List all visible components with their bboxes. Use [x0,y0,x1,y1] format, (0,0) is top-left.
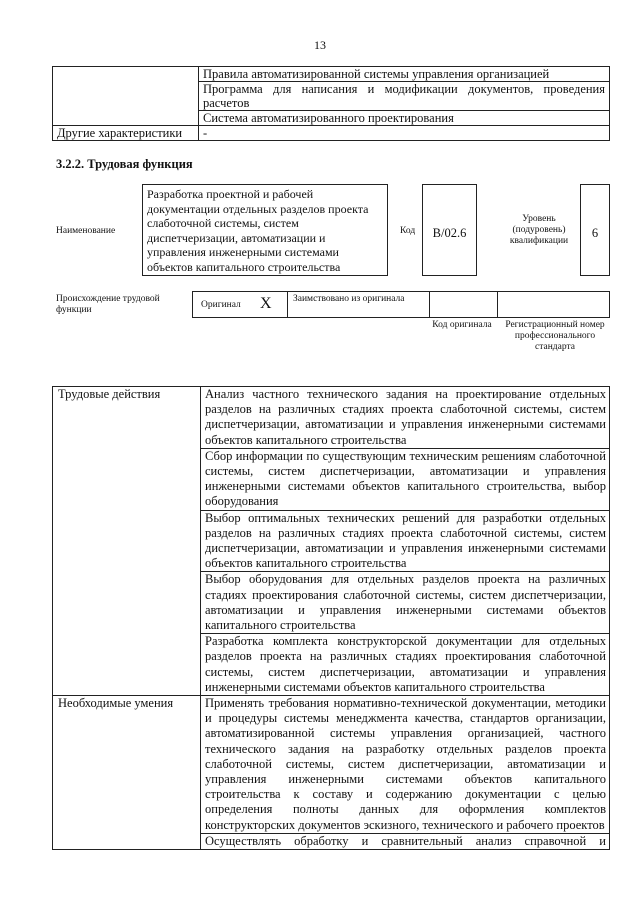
code-value-box: B/02.6 [422,184,477,276]
original-label: Оригинал [201,300,241,310]
table-cell: Правила автоматизированной системы управления организацией [199,67,610,82]
table-cell: Выбор оборудования для отдельных разделов проекта на различных стадиях проектирования слаботочной системы, систем диспетчеризации, автоматизации и управления инженерными системами объектов капитального строительства [201,572,610,634]
table-cell: Программа для написания и модификации документов, проведения расчетов [199,82,610,111]
table-cell: Система автоматизированного проектирования [199,111,610,126]
original-mark: X [260,295,272,312]
level-label: Уровень (подуровень) квалификации [509,214,569,246]
level-value-box: 6 [580,184,610,276]
table-row [53,126,610,141]
cell-divider [429,291,430,318]
table-cell: - [199,126,610,141]
table-cell: Сбор информации по существующим техническим решениям слаботочной системы, систем диспетчеризации, автоматизации и управления инженерными системами объектов капитального строительства, выбор оборудования [201,448,610,510]
code-label: Код [400,226,416,236]
table-label-cell: Другие характеристики [53,126,199,141]
origin-label: Происхождение трудовой функции [56,294,160,315]
table-row [53,67,610,82]
borrowed-label: Заимствовано из оригинала [293,294,405,304]
main-table [52,386,610,850]
table-row [53,387,610,449]
top-table [52,66,610,141]
function-name-box: Разработка проектной и рабочей документации отдельных разделов проекта слаботочной системы, систем диспетчеризации, автоматизации и управления инженерными системами объектов капитального строительства [142,184,388,276]
section-title: 3.2.2. Трудовая функция [56,157,193,171]
code-original-caption: Код оригинала [432,320,492,330]
name-label: Наименование [56,226,116,236]
table-cell: Анализ частного технического задания на проектирование отдельных разделов на различных стадиях проекта слаботочной системы, систем диспетчеризации, автоматизации и управления инженерными системами объектов капитального строительства [201,387,610,449]
cell-divider [497,291,498,318]
registration-caption: Регистрационный номер профессионального стандарта [505,320,605,352]
origin-row [192,291,610,318]
cell-divider [287,291,288,318]
labor-actions-label: Трудовые действия [53,387,201,696]
skills-label: Необходимые умения [53,696,201,850]
table-row [53,696,610,834]
page-number: 13 [314,38,326,52]
table-cell: Выбор оптимальных технических решений для разработки отдельных разделов на различных стадиях проекта слаботочной системы, систем диспетчеризации, автоматизации и управления инженерными системами объектов капитального строительства [201,510,610,572]
empty-label-cell [53,67,199,126]
table-cell: Применять требования нормативно-технической документации, методики и процедуры системы менеджмента качества, стандартов организации, автоматизированной системы управления организацией, частного технического задания на разработку отдельных разделов проекта слаботочной системы, систем диспетчеризации, автоматизации и управления инженерными системами объектов капитального строительства к составу и содержанию документации с целью определения полноты данных для оформления комплектов конструкторских документов эскизного, технического и рабочего проектов [201,696,610,834]
table-cell: Осуществлять обработку и сравнительный анализ справочной и [201,833,610,849]
table-cell: Разработка комплекта конструкторской документации для отдельных разделов проекта на различных стадиях проектирования слаботочной системы, систем диспетчеризации, автоматизации и управления инженерными системами объектов капитального строительства [201,634,610,696]
